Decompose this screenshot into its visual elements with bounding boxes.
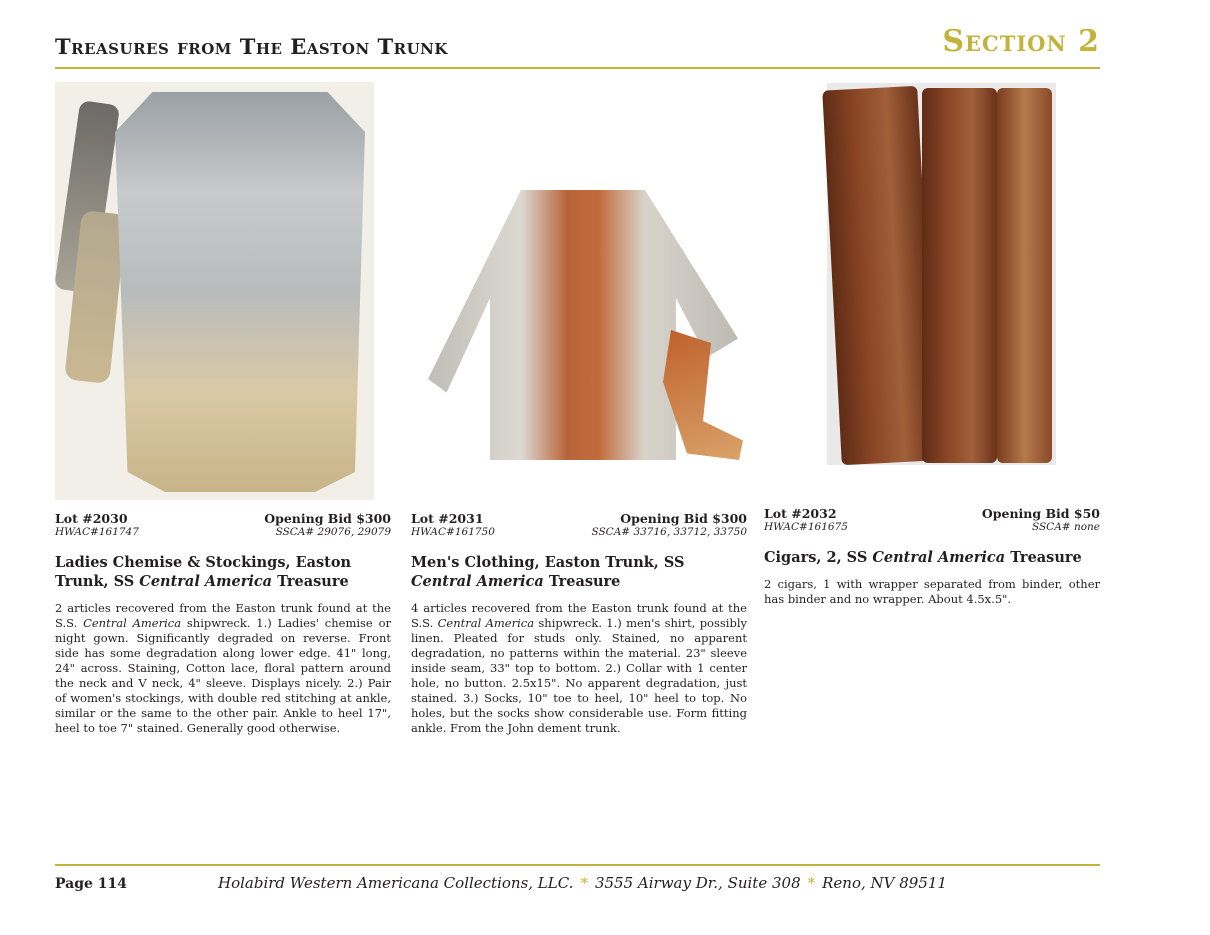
lot-description: 2 articles recovered from the Easton trunk found at the S.S. Central America shipwreck. 1.) Ladies' chemise or night gown. Significantly degraded on reverse. Front side has some degradation along lower edge. 41" long, 24" across. Staining, Cotton lace, floral pattern around the neck and V neck, 4" sleeve. Displays nicely. 2.) Pair of women's stockings, with double red stitching at ankle, similar or the same to the other pair. Ankle to heel 17", heel to toe 7" stained. Generally good otherwise. — [55, 601, 391, 735]
lot-description: 2 cigars, 1 with wrapper separated from binder, other has binder and no wrapper. About 4.5x.5". — [764, 577, 1100, 606]
photo-chemise-stockings — [55, 82, 374, 500]
hwac-number: HWAC#161675 — [764, 521, 848, 533]
hwac-number: HWAC#161750 — [411, 526, 495, 538]
opening-bid: Opening Bid $300 — [620, 511, 747, 526]
ssca-number: SSCA# 33716, 33712, 33750 — [591, 526, 747, 538]
hwac-number: HWAC#161747 — [55, 526, 139, 538]
lot-number: Lot #2030 — [55, 511, 128, 526]
page-number: Page 114 — [55, 876, 128, 892]
page-title: Treasures from The Easton Trunk — [55, 34, 448, 59]
lot-title: Men's Clothing, Easton Trunk, SS Central America Treasure — [411, 554, 685, 590]
cigar-image — [922, 88, 997, 463]
header-rule — [55, 67, 1100, 69]
lot-title: Cigars, 2, SS Central America Treasure — [764, 549, 1082, 566]
lot-2031 — [411, 512, 747, 736]
lot-2030 — [55, 512, 391, 736]
opening-bid: Opening Bid $300 — [264, 511, 391, 526]
photo-cigars — [827, 83, 1056, 465]
opening-bid: Opening Bid $50 — [981, 506, 1100, 521]
footer-rule — [55, 864, 1100, 866]
cigar-image — [997, 88, 1052, 463]
cigar-image — [822, 86, 936, 465]
section-label: Section 2 — [942, 24, 1100, 59]
ssca-number: SSCA# 29076, 29079 — [275, 526, 391, 538]
lot-number: Lot #2032 — [764, 506, 837, 521]
lot-2032 — [764, 507, 1100, 607]
lot-title: Ladies Chemise & Stockings, Easton Trunk, SS Central America Treasure — [55, 554, 352, 590]
lot-description: 4 articles recovered from the Easton trunk found at the S.S. Central America shipwreck. 1.) men's shirt, possibly linen. Pleated for studs only. Stained, no apparent degradation, no patterns within the material. 23" sleeve inside seam, 33" top to bottom. 2.) Collar with 1 center hole, no button. 2.5x15". No apparent degradation, just stained. 3.) Socks, 10" toe to heel, 10" heel to top. No holes, but the socks show considerable use. Form fitting ankle. From the John dement trunk. — [411, 601, 747, 735]
lot-number: Lot #2031 — [411, 511, 484, 526]
ssca-number: SSCA# none — [1031, 521, 1100, 533]
photo-mens-clothing — [408, 190, 746, 466]
footer-address: Holabird Western Americana Collections, LLC. * 3555 Airway Dr., Suite 308 * Reno, NV 89511 — [218, 874, 947, 892]
chemise-image — [115, 92, 365, 492]
